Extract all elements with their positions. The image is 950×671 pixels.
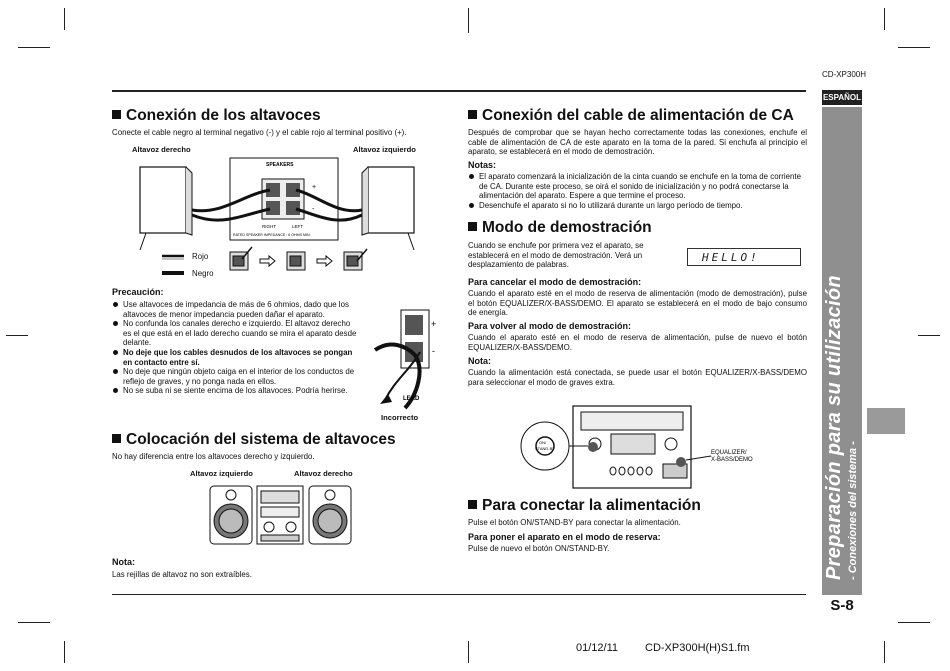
ac-notes-list [468,172,807,210]
label-left-speaker: Altavoz izquierdo [353,145,416,154]
caution-item: No deje que ningún objeto caiga en el interior de los conductos de reflejo de graves, y no ponga nada en ellos. [112,367,357,386]
caution-item: No se suba ni se siente encima de los altavoces. Podría herirse. [112,386,357,396]
power-intro: Pulse el botón ON/STAND-BY para conectar la alimentación. [468,518,681,527]
page-number: S-8 [830,597,854,614]
ac-note-item: El aparato comenzará la inicialización de la cinta cuando se enchufe en la toma de corriente de CA. Durante este proceso, se oirá el sonido de inicialización y no podrá conectarse la alimentación del aparato. Espere a que termine el proceso. [468,172,807,201]
language-badge: ESPAÑOL [822,90,862,105]
demo-cancel-text: Cuando el aparato esté en el modo de reserva de alimentación (modo de demostración), pulse el botón EQUALIZER/X-BASS/DEMO. El aparato se establecerá en el modo de bajo consumo de energía. [468,289,807,318]
eq-button-label-1: EQUALIZER/ [711,450,747,456]
demo-note-text: Cuando la alimentación está conectada, se puede usar el botón EQUALIZER/X-BASS/DEMO para seleccionar el modo de graves extra. [468,368,807,387]
demo-display-text: HELLO! [702,251,760,264]
crop-mark [64,641,65,663]
crop-mark [898,47,930,48]
speaker-system-illustration [205,483,355,548]
crop-mark [898,622,930,623]
footer-date: 01/12/11 [576,642,619,654]
incorrect-wiring-illustration [365,300,460,410]
label-right-speaker: Altavoz derecho [132,145,191,154]
terminal-right-label: RIGHT [262,224,276,229]
terminal-minus-label: - [312,206,315,213]
wire-black-label: Negro [192,269,214,278]
section-bullet-icon [468,110,477,119]
placement-label-right: Altavoz derecho [294,469,353,478]
placement-note-text: Las rejillas de altavoz no son extraíbles. [112,570,252,579]
crop-mark [884,8,885,30]
main-unit-illustration [515,398,775,490]
crop-mark [18,622,50,623]
section-bullet-icon [468,500,477,509]
standby-title: Para poner el aparato en el modo de reserva: [468,532,661,542]
demo-intro: Cuando se enchufe por primera vez el aparato, se establecerá en el modo de demostración. Verá un desplazamiento de palabras. [468,241,644,270]
section-title-placement: Colocación del sistema de altavoces [112,431,396,449]
placement-intro: No hay diferencia entre los altavoces derecho y izquierdo. [112,452,315,461]
crop-mark [468,641,469,663]
eq-button-label-2: X-BASS/DEMO [711,457,753,463]
svg-text:-: - [432,346,435,356]
ac-note-item: Desenchufe el aparato si no lo utilizará durante un largo período de tiempo. [468,201,807,211]
demo-cancel-title: Para cancelar el modo de demostración: [468,277,642,287]
crop-mark [64,8,65,30]
placement-label-left: Altavoz izquierdo [190,469,253,478]
top-rule [112,90,806,92]
caution-list [112,300,357,396]
caution-item: Use altavoces de impedancia de más de 6 ohmios, dado que los altavoces de menor impedancia pueden dañar el aparato. [112,300,357,319]
section-bullet-icon [112,110,121,119]
svg-text:+: + [431,319,437,329]
caution-item: No confunda los canales derecho e izquierdo. El altavoz derecho es el que está en el lado derecho cuando se mira el aparato desde delante. [112,319,357,348]
standby-text: Pulse de nuevo el botón ON/STAND-BY. [468,544,610,553]
crop-mark [468,8,469,33]
crop-mark [884,641,885,663]
caution-title: Precaución: [112,287,164,297]
demo-note-title: Nota: [468,356,491,366]
lead-label: LEAD [403,396,420,402]
side-title-main: Preparación para su utilización [823,275,845,580]
side-title-sub: - Conexiones del sistema - [847,441,859,580]
ac-notes-title: Notas: [468,160,497,170]
terminal-plus-label: + [312,184,317,191]
speakers-intro: Conecte el cable negro al terminal negativo (-) y el cable rojo al terminal positivo (+). [112,128,407,137]
caution-item: No deje que los cables desnudos de los altavoces se pongan en contacto entre sí. [112,348,357,367]
section-title-power: Para conectar la alimentación [468,497,701,515]
section-title-speakers: Conexión de los altavoces [112,107,321,125]
placement-note-title: Nota: [112,557,135,567]
demo-return-text: Cuando el aparato esté en el modo de reserva de alimentación, pulse de nuevo el botón EQUALIZER/X-BASS/DEMO. [468,333,807,352]
button-on-label: ON/ [539,440,547,445]
crop-mark [918,335,940,336]
button-standby-label: STAND-BY [535,446,555,451]
section-title-ac-cable: Conexión del cable de alimentación de CA [468,107,794,125]
incorrect-label: Incorrecto [381,413,419,422]
crop-mark [6,335,28,336]
speaker-wiring-diagram [112,155,462,290]
bottom-rule [112,594,806,595]
model-number: CD-XP300H [822,70,867,79]
footer-file: CD-XP300H(H)S1.fm [645,642,750,654]
speakers-terminal-label: SPEAKERS [266,162,294,168]
side-title [823,110,859,580]
side-tab [867,408,905,434]
terminal-left-label: LEFT [292,224,304,229]
demo-return-title: Para volver al modo de demostración: [468,321,632,331]
section-bullet-icon [112,434,121,443]
section-title-demo: Modo de demostración [468,219,652,237]
demo-display [687,248,801,266]
crop-mark [18,47,50,48]
ac-cable-intro: Después de comprobar que se hayan hecho correctamente todas las conexiones, enchufe el cable de alimentación de CA de este aparato en la toma de la pared. Si enchufa al principio el aparato, se establecerá en el modo de demostración. [468,128,807,157]
wire-red-label: Rojo [192,252,209,261]
rated-impedance-label: RATED SPEAKER IMPEDANCE : 6 OHMS MIN. [233,233,311,237]
section-bullet-icon [468,222,477,231]
